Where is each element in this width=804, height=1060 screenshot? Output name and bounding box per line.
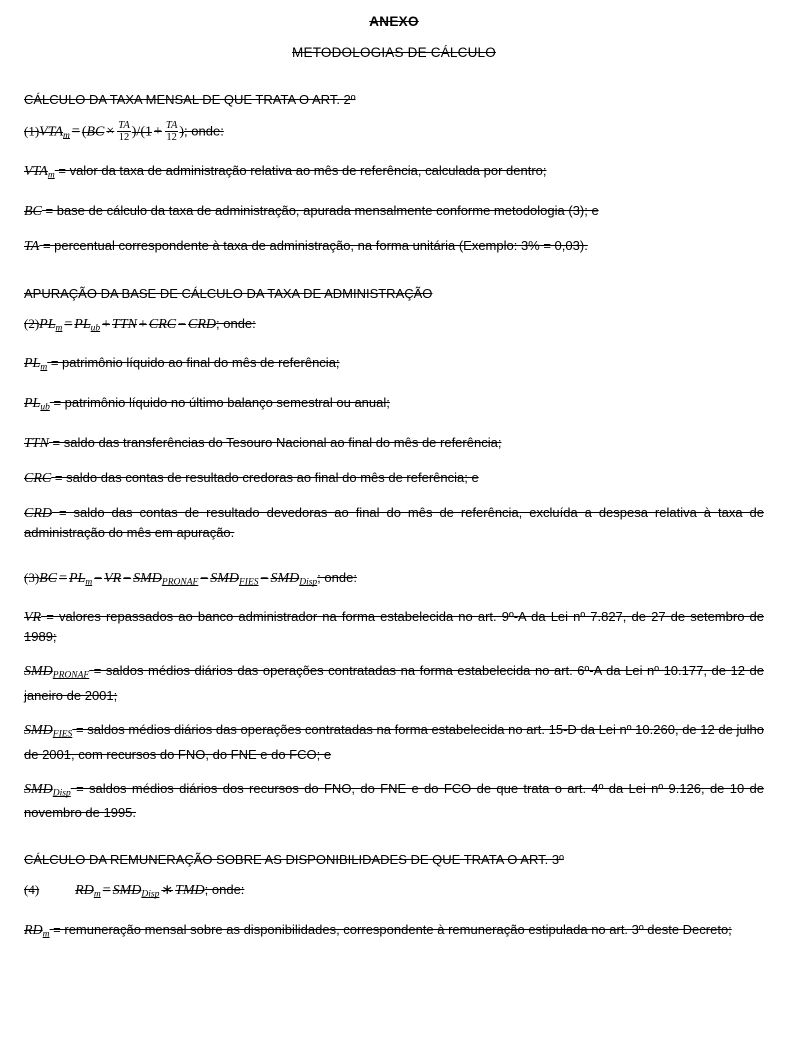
definition-text: = valores repassados ao banco administrador na forma estabelecida no art. 9º-A da Lei nº 7.827, de 27 de setembro de 1989; [24,609,764,645]
definition-item: CRC = saldo das contas de resultado credoras ao final do mês de referência; e [24,469,479,486]
definition-item: TA = percentual correspondente à taxa de administração, na forma unitária (Exemplo: 3% = 0,03). [24,237,588,254]
definition-item: $VTA_m$ = valor da taxa de administração relativa ao mês de referência, calculada por dentro; [24,162,547,181]
definition-item: $PL_m$ = patrimônio líquido ao final do mês de referência; [24,355,340,373]
page-title: ANEXO [369,14,419,29]
definition-text: = saldo das contas de resultado devedoras ao final do mês de referência, excluída a despesa relativa à taxa de administração do mês em apuração. [24,504,764,540]
section-heading-1: CÁLCULO DA TAXA MENSAL DE QUE TRATA O ART. 2º [24,92,356,107]
definition-text: = saldo das contas de resultado credoras ao final do mês de referência; e [54,469,479,485]
formula-3-number: (3) [24,569,40,585]
definition-item: $SMD_{PRONAF}$ = saldos médios diários das operações contratadas na forma estabelecida no art. 6º-A da Lei nº 10.177, de 12 de janeiro de 2001; [24,663,764,703]
definition-text: = saldos médios diários das operações contratadas na forma estabelecida no art. 6º-A da Lei nº 10.177, de 12 de janeiro de 2001; [24,663,764,703]
definition-text: = base de cálculo da taxa de administração, apurada mensalmente conforme metodologia (3); e [45,202,599,218]
page-subtitle: METODOLOGIAS DE CÁLCULO [292,45,496,60]
section-heading-2: APURAÇÃO DA BASE DE CÁLCULO DA TAXA DE ADMINISTRAÇÃO [24,285,433,301]
definition-text: = percentual correspondente à taxa de administração, na forma unitária (Exemplo: 3% = 0,03). [42,237,588,253]
subtitle-block [24,31,764,62]
definition-item: $RD_m$ = remuneração mensal sobre as disponibilidades, correspondente à remuneração estipulada no art. 3º deste Decreto; [24,921,732,940]
definition-item: CRD = saldo das contas de resultado devedoras ao final do mês de referência, excluída a despesa relativa à taxa de administração do mês em apuração. [24,504,764,540]
definition-text: = patrimônio líquido no último balanço semestral ou anual; [53,394,390,410]
definition-item: $PL_{ub}$ = patrimônio líquido no último balanço semestral ou anual; [24,394,390,413]
definition-item: VR = valores repassados ao banco administrador na forma estabelecida no art. 9º-A da Lei nº 7.827, de 27 de setembro de 1989; [24,609,764,645]
formula-2: $(2)PL_m = PL_{ub}$ + TTN + CRC − CRD; onde: [24,315,256,334]
definition-item: TTN = saldo das transferências do Tesouro Nacional ao final do mês de referência; [24,434,502,451]
definition-text: = saldos médios diários das operações contratadas na forma estabelecida no art. 15-D da Lei nº 10.260, de 12 de julho de 2001, com recursos do FNO, do FNE e do FCO; e [24,721,764,762]
formula-2-number: (2) [24,315,40,331]
definition-text: = remuneração mensal sobre as disponibilidades, correspondente à remuneração estipulada no art. 3º deste Decreto; [53,921,732,937]
definition-item: $SMD_{FIES}$ = saldos médios diários das operações contratadas na forma estabelecida no art. 15-D da Lei nº 10.260, de 12 de julho de 2001, com recursos do FNO, do FNE e do FCO; e [24,721,764,762]
formula-1: $(1)VTA_m = (BC$ × $\frac{TA}{12}$ )/(1 + $\frac{TA}{12}$ ); onde: [24,120,224,144]
section-heading-3: CÁLCULO DA REMUNERAÇÃO SOBRE AS DISPONIBILIDADES DE QUE TRATA O ART. 3º [24,852,564,868]
formula-4: (4) $RD_m = SMD_{Disp}$ ∗ TMD; onde: [24,882,245,900]
definition-text: = saldos médios diários dos recursos do FNO, do FNE e do FCO de que trata o art. 4º da Lei nº 9.126, de 10 de novembro de 1995. [24,780,764,821]
formula-1-number: (1) [24,123,40,139]
definition-text: = patrimônio líquido ao final do mês de referência; [50,355,340,371]
definition-text: = saldo das transferências do Tesouro Nacional ao final do mês de referência; [52,434,502,450]
title-block [24,8,764,31]
definition-item: $SMD_{Disp}$ = saldos médios diários dos recursos do FNO, do FNE e do FCO de que trata o art. 4º da Lei nº 9.126, de 10 de novembro de 1995. [24,780,764,821]
definition-item: BC = base de cálculo da taxa de administração, apurada mensalmente conforme metodologia (3); e [24,202,599,219]
formula-3: $(3)BC = PL_m$ − VR − $SMD_{PRONAF} - SMD_{FIES} - SMD_{Disp}$; onde: [24,569,357,588]
definition-text: = valor da taxa de administração relativa ao mês de referência, calculada por dentro; [58,162,547,178]
formula-4-number: (4) [24,882,40,898]
